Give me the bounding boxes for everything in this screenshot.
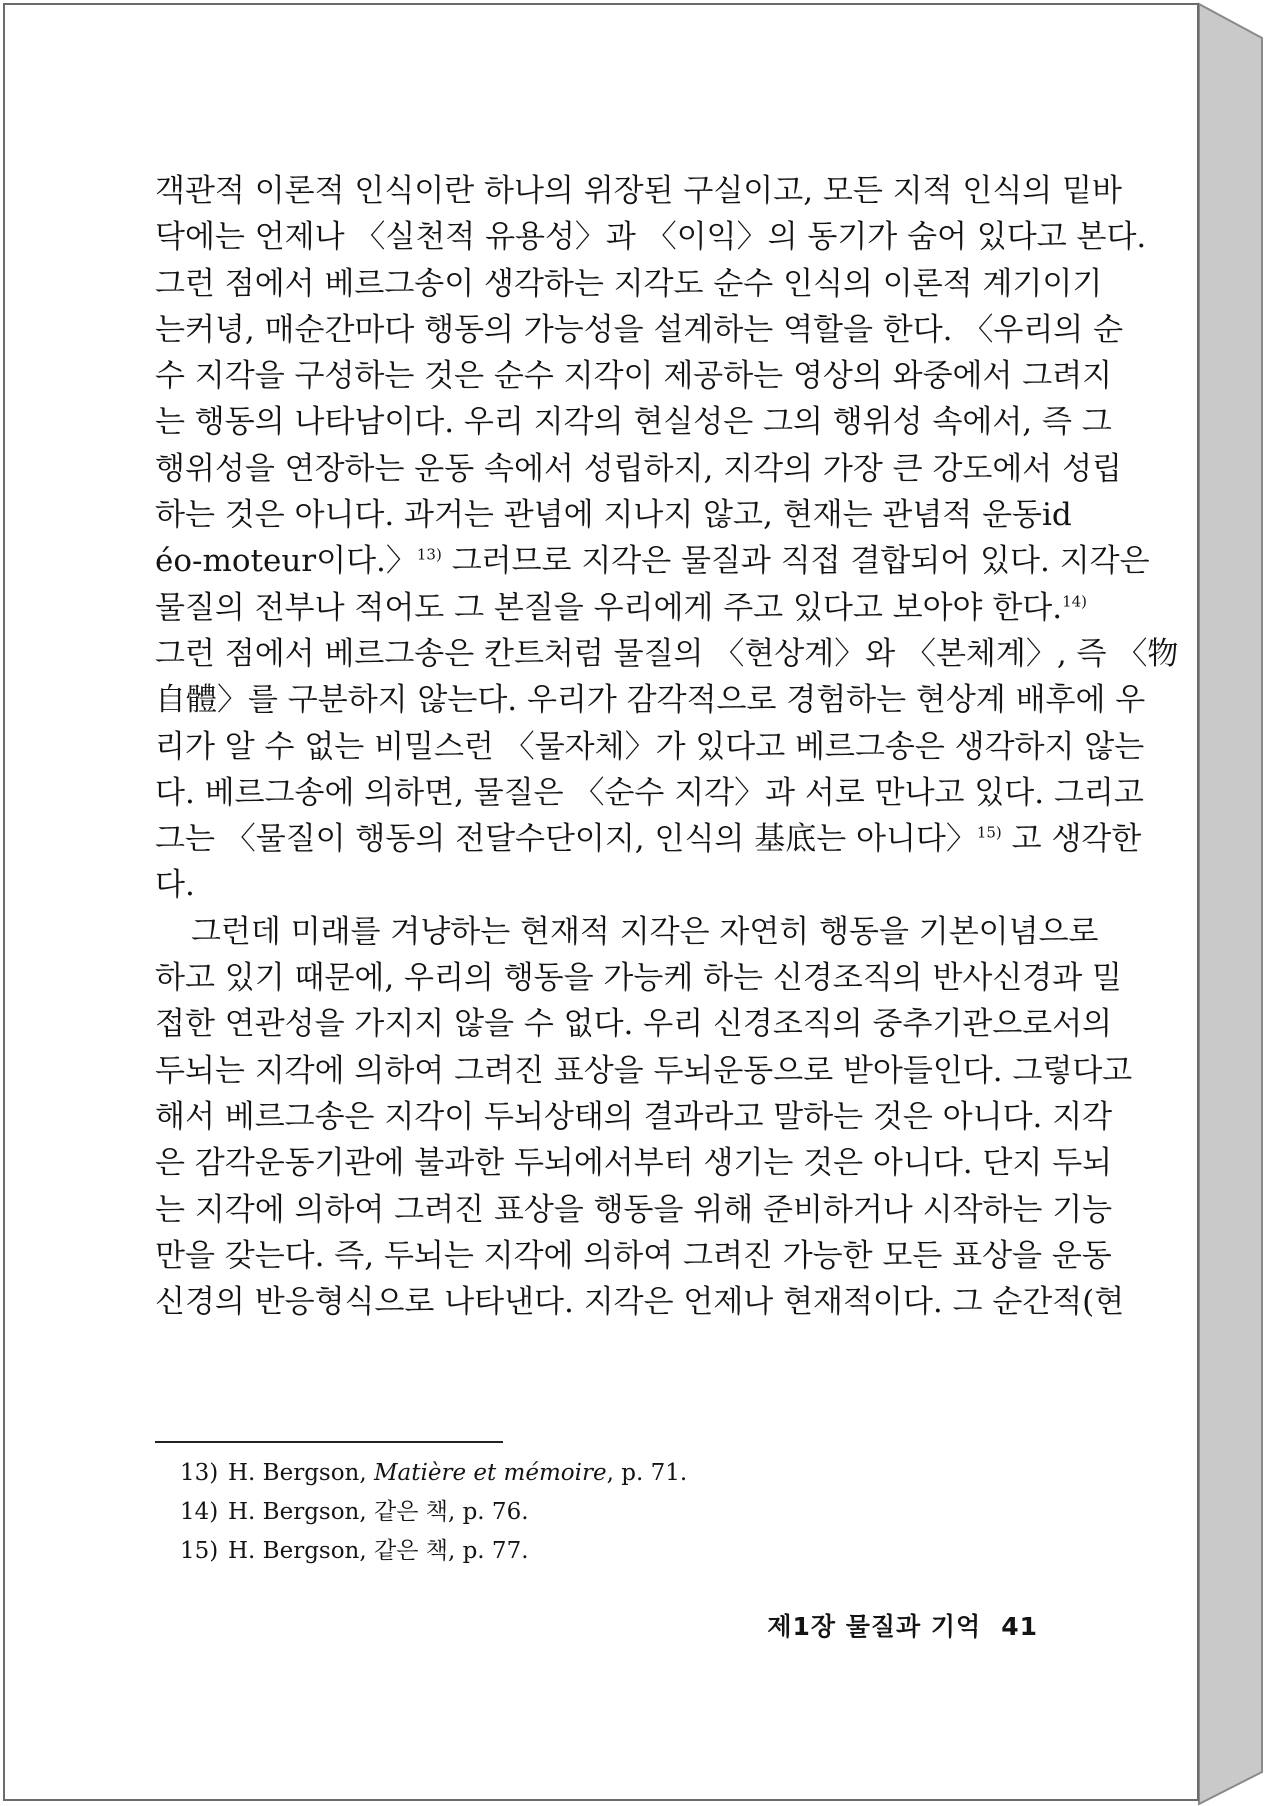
footnote-ref-14[interactable]: 14) <box>1062 592 1088 611</box>
text-line: 그런 점에서 베르그송이 생각하는 지각도 순수 인식의 이론적 계기이기 <box>155 265 1103 302</box>
text-line: 수 지각을 구성하는 것은 순수 지각이 제공하는 영상의 와중에서 그려지 <box>155 358 1113 395</box>
text-line: 그런데 미래를 겨냥하는 현재적 지각은 자연히 행동을 기본이념으로 <box>191 913 1099 950</box>
footnote-14 <box>180 1493 1040 1532</box>
footnote-number: 15) <box>180 1538 219 1564</box>
text-line: 自體〉를 구분하지 않는다. 우리가 감각적으로 경험하는 현상계 배후에 우 <box>155 682 1146 719</box>
text-line <box>155 585 1088 631</box>
text-fragment: 물질의 전부나 적어도 그 본질을 우리에게 주고 있다고 보아야 한다. <box>155 589 1063 626</box>
text-line <box>155 538 1150 584</box>
text-line: 다. 베르그송에 의하면, 물질은 〈순수 지각〉과 서로 만나고 있다. 그리고 <box>155 774 1144 811</box>
running-footer <box>767 1607 1038 1643</box>
text-line: 다. <box>155 867 195 904</box>
text-line: 두뇌는 지각에 의하여 그려진 표상을 두뇌운동으로 받아들인다. 그렇다고 <box>155 1052 1133 1089</box>
footnote-rest: 같은 책, p. 77. <box>374 1538 529 1564</box>
footnote-rest: , p. 71. <box>606 1460 688 1486</box>
text-line: 접한 연관성을 가지지 않을 수 없다. 우리 신경조직의 중추기관으로서의 <box>155 1006 1113 1043</box>
text-line: 는 행동의 나타남이다. 우리 지각의 현실성은 그의 행위성 속에서, 즉 그 <box>155 404 1112 441</box>
text-fragment: 그러므로 지각은 물질과 직접 결합되어 있다. 지각은 <box>451 543 1150 580</box>
text-line: 객관적 이론적 인식이란 하나의 위장된 구실이고, 모든 지적 인식의 밑바 <box>155 173 1122 209</box>
footnote-author: H. Bergson, <box>228 1499 374 1525</box>
footnote-divider <box>155 1441 503 1443</box>
text-line: 리가 알 수 없는 비밀스런 〈물자체〉가 있다고 베르그송은 생각하지 않는 <box>155 728 1145 765</box>
body-text <box>155 168 1179 1325</box>
text-fragment: 그는 〈물질이 행동의 전달수단이지, 인식의 基底는 아니다〉 <box>155 821 977 858</box>
text-line: 은 감각운동기관에 불과한 두뇌에서부터 생기는 것은 아니다. 단지 두뇌 <box>155 1145 1113 1182</box>
text-line: 행위성을 연장하는 운동 속에서 성립하지, 지각의 가장 큰 강도에서 성립 <box>155 450 1122 487</box>
footnote-15 <box>180 1532 1040 1571</box>
footnote-author: H. Bergson, <box>228 1460 374 1486</box>
text-line: 해서 베르그송은 지각이 두뇌상태의 결과라고 말하는 것은 아니다. 지각 <box>155 1098 1113 1135</box>
footnote-number: 13) <box>180 1460 219 1486</box>
footnote-rest: 같은 책, p. 76. <box>374 1499 529 1525</box>
text-line <box>155 816 1142 862</box>
footnotes <box>180 1454 1040 1571</box>
text-line: 는 지각에 의하여 그려진 표상을 행동을 위해 준비하거나 시작하는 기능 <box>155 1191 1113 1228</box>
text-line: 그런 점에서 베르그송은 칸트처럼 물질의 〈현상계〉와 〈본체계〉, 즉 〈物 <box>155 635 1179 672</box>
text-line: 만을 갖는다. 즉, 두뇌는 지각에 의하여 그려진 가능한 모든 표상을 운동 <box>155 1237 1112 1274</box>
footnote-author: H. Bergson, <box>228 1538 374 1564</box>
text-line: 는커녕, 매순간마다 행동의 가능성을 설계하는 역할을 한다. 〈우리의 순 <box>155 311 1124 348</box>
page-number: 41 <box>1001 1612 1038 1641</box>
text-line: 하고 있기 때문에, 우리의 행동을 가능케 하는 신경조직의 반사신경과 밀 <box>155 960 1122 997</box>
text-fragment: 고 생각한 <box>1011 821 1142 858</box>
footnote-13 <box>180 1454 1040 1493</box>
footnote-ref-13[interactable]: 13) <box>416 546 442 565</box>
text-fragment: éo-moteur이다.〉 <box>155 543 417 580</box>
footnote-number: 14) <box>180 1499 219 1525</box>
footnote-title: Matière et mémoire <box>374 1460 607 1486</box>
chapter-title: 제1장 물질과 기억 <box>767 1612 982 1641</box>
text-line: 신경의 반응형식으로 나타낸다. 지각은 언제나 현재적이다. 그 순간적(현 <box>155 1284 1125 1321</box>
text-line: 하는 것은 아니다. 과거는 관념에 지나지 않고, 현재는 관념적 운동id <box>155 497 1072 534</box>
footnote-ref-15[interactable]: 15) <box>976 823 1002 842</box>
text-line: 닥에는 언제나 〈실천적 유용성〉과 〈이익〉의 동기가 숨어 있다고 본다. <box>155 219 1147 256</box>
